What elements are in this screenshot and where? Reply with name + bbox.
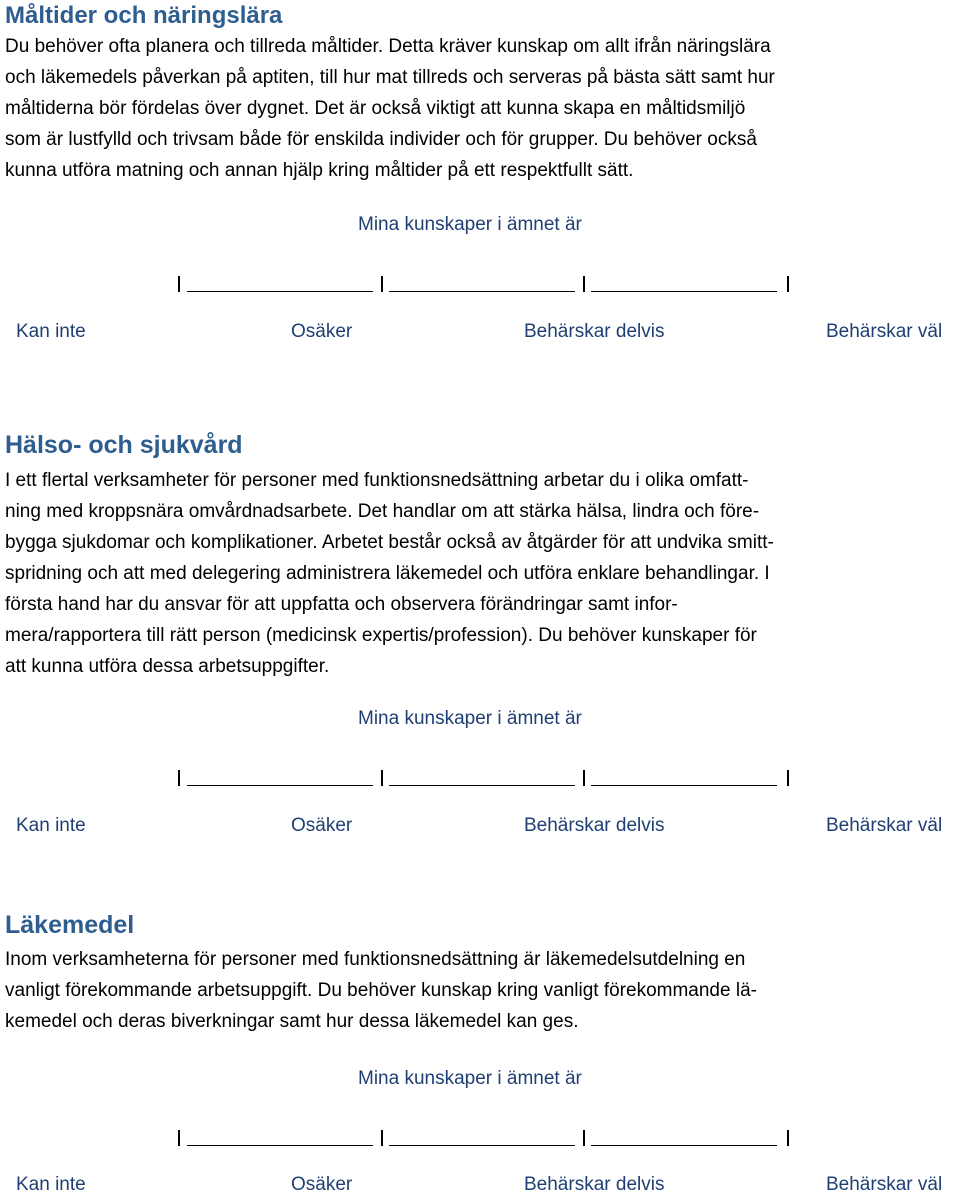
scale-labels [16,1174,956,1200]
paragraph-line: kunna utföra matning och annan hjälp kring måltider på ett respektfullt sätt. [5,160,634,181]
section-paragraph [5,31,775,186]
paragraph-line: måltiderna bör fördelas över dygnet. Det är också viktigt att kunna skapa en måltidsmiljö [5,98,746,119]
paragraph-line: Inom verksamheterna för personer med funktionsnedsättning är läkemedelsutdelning en [5,949,746,970]
scale-option-osaker[interactable]: Osäker [291,1174,353,1195]
scale-option-kan-inte[interactable]: Kan inte [16,321,86,342]
paragraph-line: bygga sjukdomar och komplikationer. Arbetet består också av åtgärder för att undvika smitt- [5,532,774,553]
knowledge-scale-title: Mina kunskaper i ämnet är [358,214,582,235]
section-paragraph [5,465,774,682]
section-heading: Måltider och näringslära [5,2,283,29]
paragraph-line: att kunna utföra dessa arbetsuppgifter. [5,656,330,677]
paragraph-line: mera/rapportera till rätt person (medicinsk expertis/profession). Du behöver kunskaper för [5,625,757,646]
knowledge-rating-scale[interactable] [178,766,792,786]
paragraph-line: och läkemedels påverkan på aptiten, till hur mat tillreds och serveras på bästa sätt samt hur [5,67,775,88]
scale-option-kan-inte[interactable]: Kan inte [16,1174,86,1195]
scale-option-behärskar-val[interactable]: Behärskar väl [826,1174,943,1195]
scale-option-behärskar-val[interactable]: Behärskar väl [826,321,943,342]
section-heading: Hälso- och sjukvård [5,431,243,459]
knowledge-scale-title: Mina kunskaper i ämnet är [358,708,582,729]
scale-labels [16,321,956,347]
paragraph-line: spridning och att med delegering administrera läkemedel och utföra enklare behandlingar. I [5,563,770,584]
scale-option-behärskar-delvis[interactable]: Behärskar delvis [524,321,665,342]
paragraph-line: kemedel och deras biverkningar samt hur dessa läkemedel kan ges. [5,1011,579,1032]
paragraph-line: Du behöver ofta planera och tillreda måltider. Detta kräver kunskap om allt ifrån näringslära [5,36,771,57]
paragraph-line: som är lustfylld och trivsam både för enskilda individer och för grupper. Du behöver också [5,129,757,150]
scale-option-osaker[interactable]: Osäker [291,815,353,836]
section-heading: Läkemedel [5,911,135,939]
scale-labels [16,815,956,841]
scale-option-behärskar-delvis[interactable]: Behärskar delvis [524,1174,665,1195]
scale-option-kan-inte[interactable]: Kan inte [16,815,86,836]
paragraph-line: I ett flertal verksamheter för personer med funktionsnedsättning arbetar du i olika omfatt- [5,470,749,491]
knowledge-rating-scale[interactable] [178,272,792,292]
scale-option-behärskar-delvis[interactable]: Behärskar delvis [524,815,665,836]
section-paragraph [5,944,757,1037]
paragraph-line: första hand har du ansvar för att uppfatta och observera förändringar samt infor- [5,594,678,615]
paragraph-line: ning med kroppsnära omvårdnadsarbete. Det handlar om att stärka hälsa, lindra och före- [5,501,760,522]
scale-option-behärskar-val[interactable]: Behärskar väl [826,815,943,836]
knowledge-scale-title: Mina kunskaper i ämnet är [358,1068,582,1089]
knowledge-rating-scale[interactable] [178,1126,792,1146]
scale-option-osaker[interactable]: Osäker [291,321,353,342]
paragraph-line: vanligt förekommande arbetsuppgift. Du behöver kunskap kring vanligt förekommande lä- [5,980,757,1001]
